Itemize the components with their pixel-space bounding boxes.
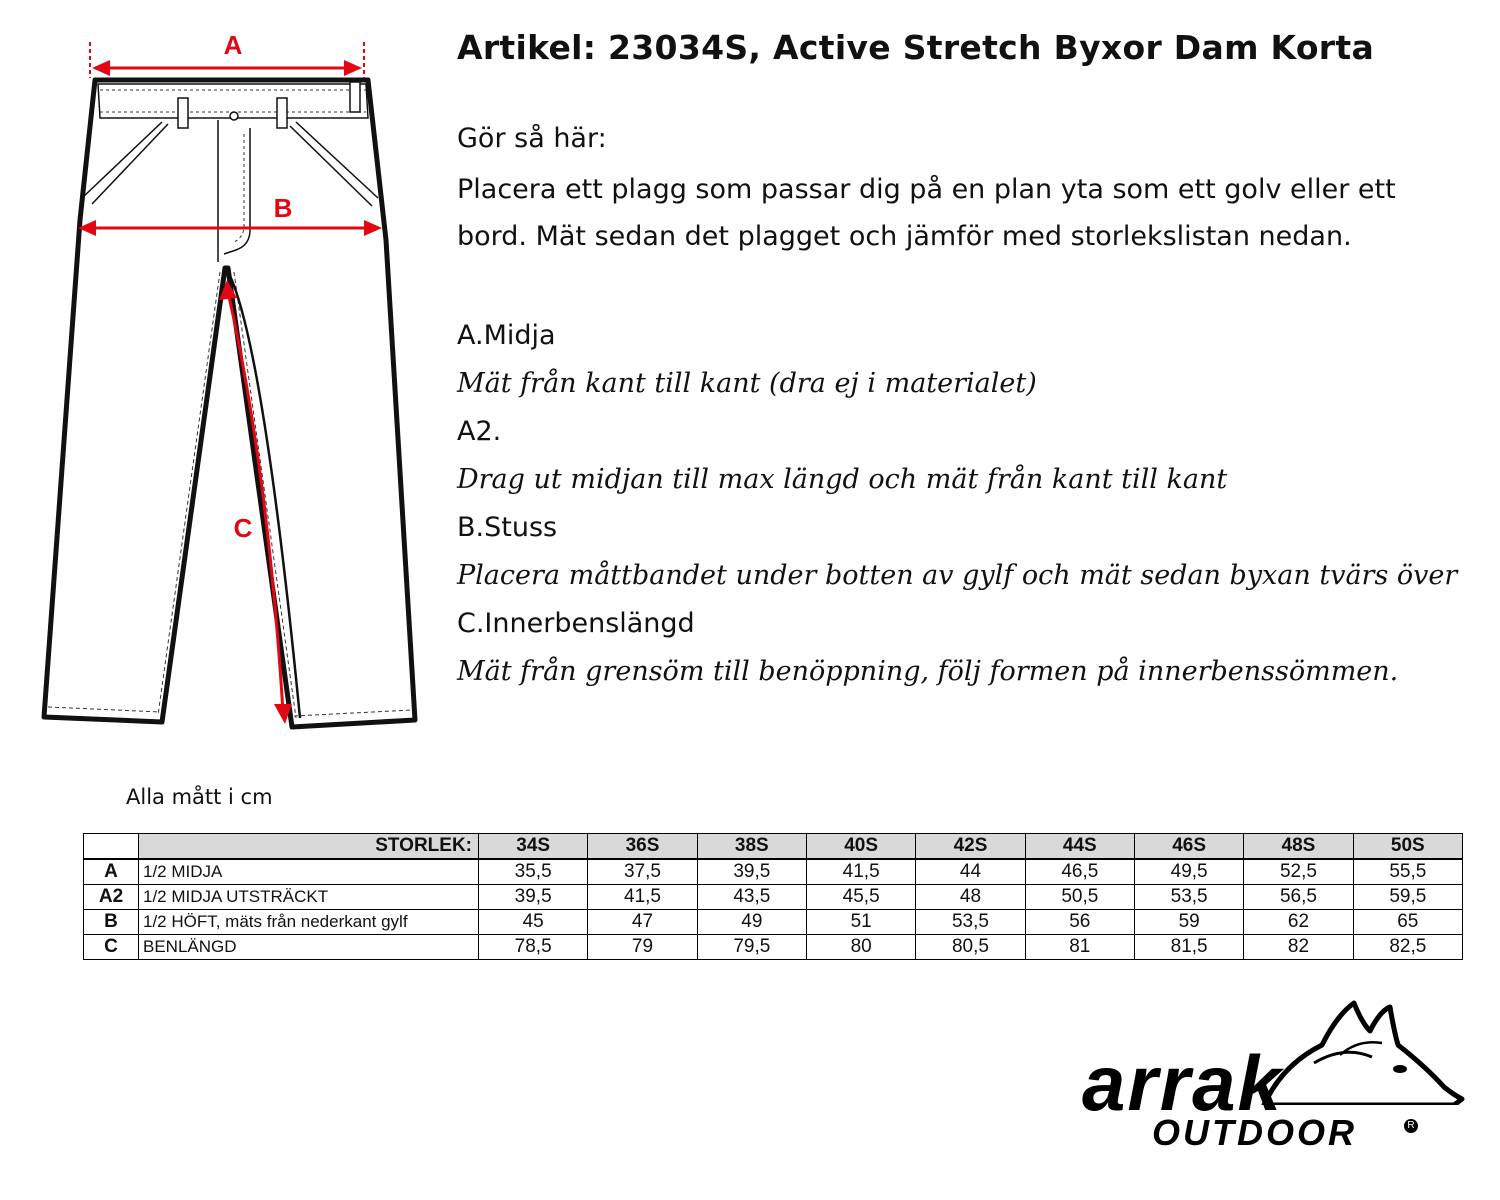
brand-sub: OUTDOOR: [1152, 1112, 1357, 1153]
size-header: 38S: [697, 834, 806, 860]
table-cell: 56,5: [1244, 885, 1353, 910]
table-cell: 49,5: [1134, 859, 1243, 885]
row-code: B: [84, 910, 139, 935]
table-cell: 80: [806, 935, 915, 960]
table-cell: 45: [479, 910, 588, 935]
registered-mark: R: [1404, 1119, 1418, 1133]
size-header-row: [84, 834, 1463, 860]
table-cell: 82,5: [1353, 935, 1462, 960]
table-cell: 45,5: [806, 885, 915, 910]
info-panel: [457, 26, 1477, 696]
size-header: 34S: [479, 834, 588, 860]
button: [230, 112, 238, 120]
table-row: [84, 859, 1463, 885]
row-name: 1/2 MIDJA UTSTRÄCKT: [139, 885, 479, 910]
pants-diagram: [0, 0, 440, 760]
table-cell: 80,5: [916, 935, 1025, 960]
measurement-label: C.Innerbenslängd: [457, 608, 695, 639]
label-a: A: [223, 30, 243, 60]
size-header: 50S: [1353, 834, 1462, 860]
table-cell: 62: [1244, 910, 1353, 935]
measurement-list: [457, 312, 1477, 696]
table-corner: [84, 834, 139, 860]
size-header: 42S: [916, 834, 1025, 860]
row-code: A: [84, 859, 139, 885]
measurement-description: Drag ut midjan till max längd och mät från kant till kant: [457, 464, 1228, 495]
table-row: [84, 910, 1463, 935]
row-code: C: [84, 935, 139, 960]
pants-illustration: [0, 0, 440, 760]
table-cell: 51: [806, 910, 915, 935]
table-cell: 37,5: [588, 859, 697, 885]
table-cell: 59: [1134, 910, 1243, 935]
table-cell: 59,5: [1353, 885, 1462, 910]
label-c: C: [233, 513, 253, 543]
label-b: B: [273, 193, 293, 223]
table-cell: 35,5: [479, 859, 588, 885]
table-cell: 39,5: [697, 859, 806, 885]
brand-logo: [1082, 995, 1422, 1160]
measurement-label: A2.: [457, 416, 502, 447]
size-header-label: STORLEK:: [139, 834, 479, 860]
table-row: [84, 935, 1463, 960]
size-header: 44S: [1025, 834, 1134, 860]
table-cell: 82: [1244, 935, 1353, 960]
page-title: Artikel: 23034S, Active Stretch Byxor Dam Korta: [457, 28, 1375, 67]
table-cell: 41,5: [806, 859, 915, 885]
table-cell: 43,5: [697, 885, 806, 910]
measurement-description: Placera måttbandet under botten av gylf och mät sedan byxan tvärs över: [457, 560, 1458, 591]
pants-outline: [44, 80, 415, 727]
size-header: 48S: [1244, 834, 1353, 860]
table-cell: 55,5: [1353, 859, 1462, 885]
measurement-description: Mät från kant till kant (dra ej i materialet): [457, 368, 1037, 399]
table-cell: 56: [1025, 910, 1134, 935]
size-header: 46S: [1134, 834, 1243, 860]
row-name: 1/2 HÖFT, mäts från nederkant gylf: [139, 910, 479, 935]
measurement-description: Mät från grensöm till benöppning, följ formen på innerbenssömmen.: [457, 656, 1399, 687]
table-row: [84, 885, 1463, 910]
size-header: 36S: [588, 834, 697, 860]
table-cell: 46,5: [1025, 859, 1134, 885]
table-cell: 52,5: [1244, 859, 1353, 885]
table-cell: 79: [588, 935, 697, 960]
row-code: A2: [84, 885, 139, 910]
size-header: 40S: [806, 834, 915, 860]
table-cell: 81: [1025, 935, 1134, 960]
measurement-label: A.Midja: [457, 320, 556, 351]
measurement-label: B.Stuss: [457, 512, 558, 543]
belt-loop: [350, 82, 360, 112]
table-cell: 44: [916, 859, 1025, 885]
howto-text: Placera ett plagg som passar dig på en plan yta som ett golv eller ett bord. Mät sedan det plagget och jämför med storlekslistan nedan.: [457, 174, 1396, 252]
table-cell: 41,5: [588, 885, 697, 910]
row-name: 1/2 MIDJA: [139, 859, 479, 885]
belt-loop: [277, 98, 287, 128]
table-cell: 78,5: [479, 935, 588, 960]
table-cell: 65: [1353, 910, 1462, 935]
row-name: BENLÄNGD: [139, 935, 479, 960]
table-cell: 39,5: [479, 885, 588, 910]
belt-loop: [178, 98, 188, 128]
size-table: [83, 833, 1463, 960]
table-cell: 53,5: [1134, 885, 1243, 910]
table-cell: 53,5: [916, 910, 1025, 935]
table-cell: 50,5: [1025, 885, 1134, 910]
table-cell: 79,5: [697, 935, 806, 960]
unit-note: Alla mått i cm: [126, 785, 273, 809]
table-cell: 81,5: [1134, 935, 1243, 960]
table-cell: 47: [588, 910, 697, 935]
brand-name: arrak: [1082, 1039, 1283, 1127]
howto-heading: Gör så här:: [457, 123, 607, 154]
table-cell: 48: [916, 885, 1025, 910]
table-cell: 49: [697, 910, 806, 935]
